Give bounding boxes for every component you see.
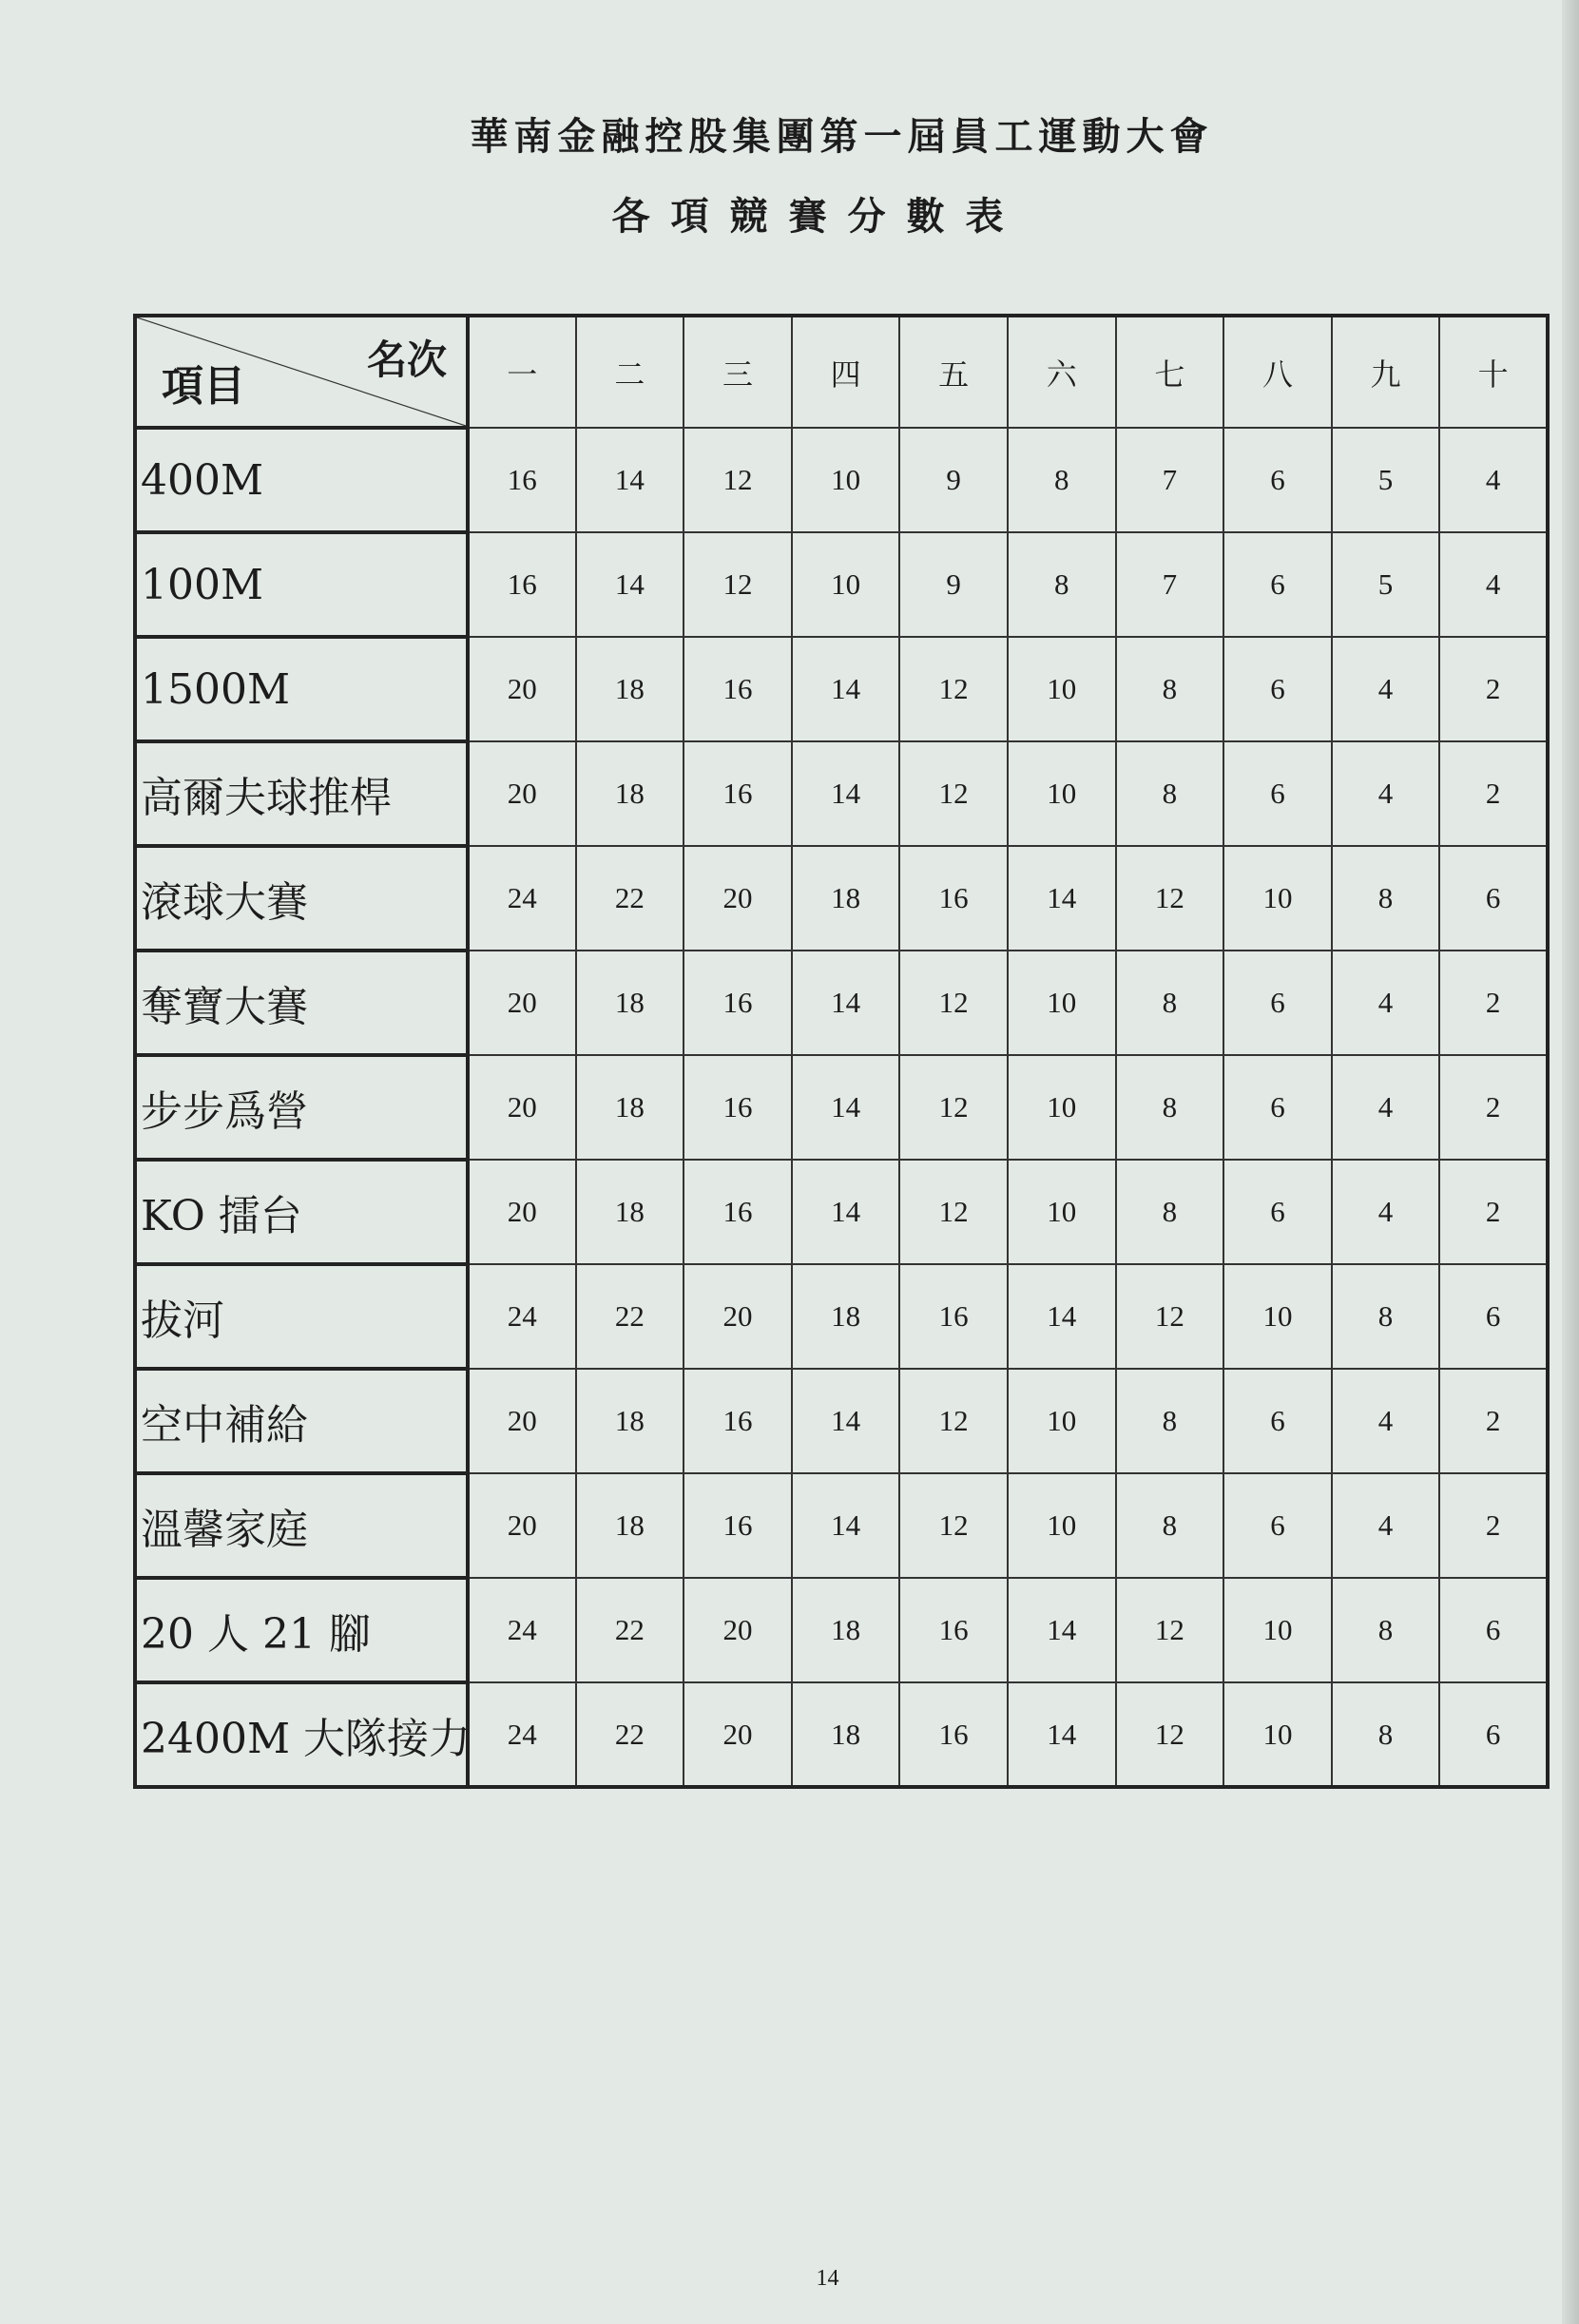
score-cell: 6 — [1223, 428, 1332, 532]
score-cell: 2 — [1439, 1160, 1548, 1264]
corner-cell — [135, 316, 468, 428]
score-cell: 10 — [792, 428, 900, 532]
page-edge — [1562, 0, 1579, 2324]
score-cell: 22 — [576, 846, 684, 951]
rank-header-cell: 四 — [792, 316, 900, 428]
event-name-cell: 溫馨家庭 — [135, 1473, 468, 1578]
score-cell: 14 — [792, 637, 900, 741]
score-cell: 5 — [1332, 428, 1440, 532]
table-row — [135, 1473, 1548, 1578]
score-cell: 4 — [1332, 1055, 1440, 1160]
score-cell: 24 — [468, 846, 576, 951]
score-cell: 4 — [1332, 951, 1440, 1055]
score-cell: 10 — [1008, 951, 1116, 1055]
score-cell: 12 — [899, 1055, 1008, 1160]
score-cell: 14 — [1008, 1264, 1116, 1369]
corner-rank-label: 名次 — [366, 336, 447, 383]
score-cell: 8 — [1116, 1369, 1224, 1473]
score-cell: 14 — [1008, 1682, 1116, 1787]
score-cell: 14 — [1008, 846, 1116, 951]
score-cell: 2 — [1439, 951, 1548, 1055]
score-cell: 14 — [576, 532, 684, 637]
score-cell: 16 — [684, 1160, 792, 1264]
score-cell: 6 — [1223, 637, 1332, 741]
score-cell: 16 — [684, 1369, 792, 1473]
score-cell: 10 — [1008, 741, 1116, 846]
rank-header-cell: 五 — [899, 316, 1008, 428]
score-cell: 20 — [684, 1682, 792, 1787]
score-cell: 14 — [1008, 1578, 1116, 1682]
score-cell: 6 — [1223, 951, 1332, 1055]
score-cell: 10 — [1223, 1264, 1332, 1369]
score-cell: 4 — [1439, 532, 1548, 637]
score-cell: 12 — [899, 637, 1008, 741]
score-cell: 10 — [1223, 1682, 1332, 1787]
score-cell: 24 — [468, 1682, 576, 1787]
score-cell: 18 — [576, 741, 684, 846]
rank-header-cell: 一 — [468, 316, 576, 428]
corner-item-label: 項目 — [162, 362, 245, 411]
score-cell: 8 — [1332, 1682, 1440, 1787]
rank-header-cell: 十 — [1439, 316, 1548, 428]
score-cell: 6 — [1223, 532, 1332, 637]
score-cell: 9 — [899, 428, 1008, 532]
score-cell: 8 — [1116, 741, 1224, 846]
score-cell: 8 — [1008, 428, 1116, 532]
page-number: 14 — [816, 2266, 839, 2291]
score-cell: 14 — [792, 741, 900, 846]
document-title: 華南金融控股集團第一屆員工運動大會 — [470, 114, 1214, 159]
score-cell: 12 — [1116, 1264, 1224, 1369]
table-row — [135, 1682, 1548, 1787]
score-cell: 16 — [899, 1682, 1008, 1787]
score-cell: 18 — [576, 1160, 684, 1264]
table-row — [135, 1369, 1548, 1473]
score-cell: 10 — [1008, 1055, 1116, 1160]
table-row — [135, 1578, 1548, 1682]
score-cell: 20 — [468, 1160, 576, 1264]
rank-header-cell: 七 — [1116, 316, 1224, 428]
score-cell: 8 — [1008, 532, 1116, 637]
score-cell: 14 — [576, 428, 684, 532]
score-cell: 10 — [1008, 1160, 1116, 1264]
header-row — [135, 316, 1548, 428]
event-name-cell: 拔河 — [135, 1264, 468, 1369]
score-cell: 14 — [792, 1160, 900, 1264]
score-cell: 12 — [899, 1369, 1008, 1473]
table-row — [135, 741, 1548, 846]
score-cell: 20 — [468, 951, 576, 1055]
score-cell: 20 — [684, 846, 792, 951]
score-cell: 10 — [1223, 1578, 1332, 1682]
score-cell: 4 — [1332, 1473, 1440, 1578]
score-cell: 6 — [1223, 1473, 1332, 1578]
score-cell: 12 — [899, 1160, 1008, 1264]
score-cell: 2 — [1439, 1369, 1548, 1473]
document-subtitle: 各項競賽分數表 — [611, 194, 1025, 239]
score-cell: 24 — [468, 1578, 576, 1682]
score-cell: 2 — [1439, 1473, 1548, 1578]
score-cell: 6 — [1223, 1160, 1332, 1264]
table-row — [135, 846, 1548, 951]
score-cell: 10 — [792, 532, 900, 637]
score-cell: 20 — [684, 1578, 792, 1682]
score-cell: 8 — [1116, 637, 1224, 741]
event-name-cell: 1500M — [135, 637, 468, 741]
score-cell: 22 — [576, 1682, 684, 1787]
score-cell: 18 — [576, 1473, 684, 1578]
score-cell: 2 — [1439, 637, 1548, 741]
event-name-cell: 高爾夫球推桿 — [135, 741, 468, 846]
score-cell: 7 — [1116, 428, 1224, 532]
table-row — [135, 951, 1548, 1055]
score-cell: 12 — [1116, 846, 1224, 951]
score-cell: 6 — [1223, 1369, 1332, 1473]
score-cell: 5 — [1332, 532, 1440, 637]
score-cell: 16 — [684, 637, 792, 741]
score-cell: 9 — [899, 532, 1008, 637]
event-name-cell: 空中補給 — [135, 1369, 468, 1473]
score-cell: 14 — [792, 951, 900, 1055]
score-cell: 14 — [792, 1473, 900, 1578]
score-cell: 4 — [1332, 1369, 1440, 1473]
score-cell: 18 — [576, 1369, 684, 1473]
score-cell: 10 — [1008, 637, 1116, 741]
score-cell: 2 — [1439, 741, 1548, 846]
event-name-cell: 20 人 21 腳 — [135, 1578, 468, 1682]
score-cell: 14 — [792, 1055, 900, 1160]
event-name-cell: 2400M 大隊接力 — [135, 1682, 468, 1787]
rank-header-cell: 八 — [1223, 316, 1332, 428]
score-cell: 24 — [468, 1264, 576, 1369]
score-cell: 16 — [899, 1264, 1008, 1369]
rank-header-cell: 三 — [684, 316, 792, 428]
table-row — [135, 1264, 1548, 1369]
score-cell: 12 — [899, 1473, 1008, 1578]
event-name-cell: 100M — [135, 532, 468, 637]
event-name-cell: 奪寶大賽 — [135, 951, 468, 1055]
score-cell: 18 — [792, 1578, 900, 1682]
table-row — [135, 428, 1548, 532]
table-row — [135, 1160, 1548, 1264]
table-row — [135, 532, 1548, 637]
score-cell: 7 — [1116, 532, 1224, 637]
table-row — [135, 637, 1548, 741]
score-table-body — [135, 428, 1548, 1787]
score-cell: 20 — [468, 1055, 576, 1160]
event-name-cell: 滾球大賽 — [135, 846, 468, 951]
event-name-cell: 400M — [135, 428, 468, 532]
score-cell: 8 — [1332, 846, 1440, 951]
score-cell: 4 — [1332, 1160, 1440, 1264]
score-cell: 8 — [1116, 951, 1224, 1055]
table-row — [135, 1055, 1548, 1160]
score-table — [133, 314, 1550, 1789]
score-cell: 22 — [576, 1578, 684, 1682]
rank-header-cell: 九 — [1332, 316, 1440, 428]
rank-header-cell: 二 — [576, 316, 684, 428]
score-cell: 16 — [684, 1055, 792, 1160]
score-cell: 4 — [1332, 741, 1440, 846]
score-cell: 20 — [468, 1473, 576, 1578]
score-cell: 16 — [899, 1578, 1008, 1682]
score-cell: 20 — [468, 637, 576, 741]
rank-header-cell: 六 — [1008, 316, 1116, 428]
score-cell: 6 — [1439, 1682, 1548, 1787]
score-cell: 4 — [1439, 428, 1548, 532]
score-cell: 20 — [684, 1264, 792, 1369]
score-cell: 18 — [792, 846, 900, 951]
score-cell: 12 — [899, 741, 1008, 846]
score-cell: 12 — [684, 428, 792, 532]
score-cell: 10 — [1008, 1473, 1116, 1578]
score-cell: 18 — [792, 1682, 900, 1787]
score-cell: 16 — [899, 846, 1008, 951]
score-cell: 18 — [792, 1264, 900, 1369]
score-cell: 6 — [1223, 741, 1332, 846]
score-cell: 6 — [1439, 1578, 1548, 1682]
score-cell: 12 — [899, 951, 1008, 1055]
score-cell: 8 — [1116, 1473, 1224, 1578]
score-cell: 18 — [576, 637, 684, 741]
score-cell: 8 — [1116, 1160, 1224, 1264]
score-cell: 12 — [684, 532, 792, 637]
score-cell: 16 — [468, 428, 576, 532]
score-cell: 6 — [1439, 846, 1548, 951]
event-name-cell: KO 擂台 — [135, 1160, 468, 1264]
event-name-cell: 步步爲營 — [135, 1055, 468, 1160]
score-cell: 10 — [1223, 846, 1332, 951]
score-cell: 22 — [576, 1264, 684, 1369]
score-cell: 16 — [468, 532, 576, 637]
score-cell: 18 — [576, 951, 684, 1055]
score-cell: 12 — [1116, 1682, 1224, 1787]
score-cell: 6 — [1439, 1264, 1548, 1369]
score-cell: 8 — [1332, 1578, 1440, 1682]
score-cell: 20 — [468, 1369, 576, 1473]
score-cell: 16 — [684, 1473, 792, 1578]
score-cell: 8 — [1332, 1264, 1440, 1369]
score-cell: 2 — [1439, 1055, 1548, 1160]
score-cell: 16 — [684, 741, 792, 846]
score-cell: 20 — [468, 741, 576, 846]
score-cell: 8 — [1116, 1055, 1224, 1160]
score-cell: 10 — [1008, 1369, 1116, 1473]
score-cell: 14 — [792, 1369, 900, 1473]
score-cell: 4 — [1332, 637, 1440, 741]
score-cell: 12 — [1116, 1578, 1224, 1682]
score-cell: 18 — [576, 1055, 684, 1160]
score-cell: 16 — [684, 951, 792, 1055]
score-cell: 6 — [1223, 1055, 1332, 1160]
